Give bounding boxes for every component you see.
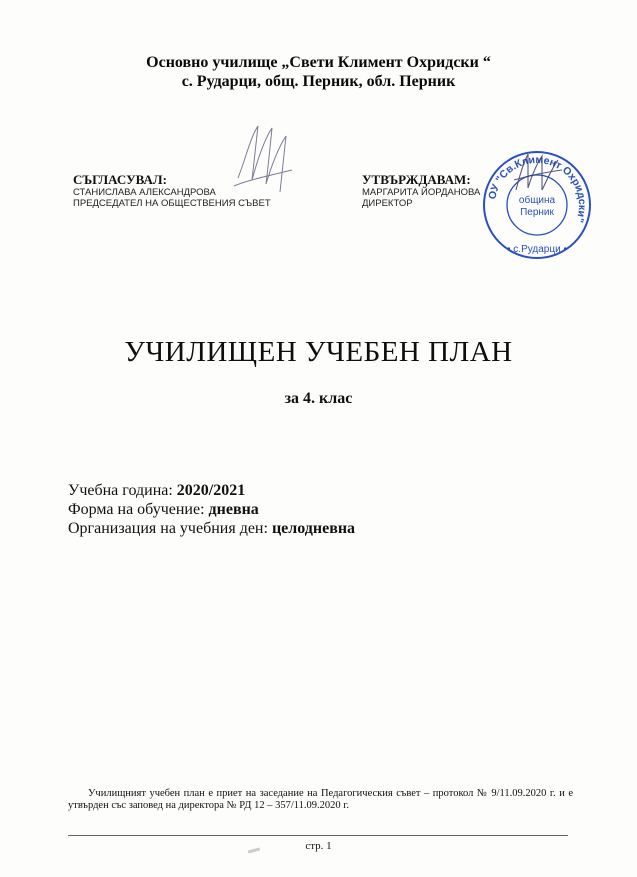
svg-text:Перник: Перник	[520, 207, 554, 218]
document-subtitle: за 4. клас	[284, 390, 353, 407]
agreed-name: СТАНИСЛАВА АЛЕКСАНДРОВА	[73, 187, 216, 198]
signature-approved	[512, 150, 564, 198]
info-school-year	[68, 481, 245, 500]
approved-block	[362, 172, 480, 209]
agreed-title: СЪГЛАСУВАЛ:	[73, 172, 167, 187]
approved-title: УТВЪРЖДАВАМ:	[362, 172, 471, 187]
education-form-label: Форма на обучение:	[68, 501, 209, 518]
school-year-value: 2020/2021	[176, 482, 246, 499]
svg-text:• с.Рударци •: • с.Рударци •	[507, 244, 567, 255]
info-day-organization	[68, 519, 355, 538]
footer-divider	[68, 835, 568, 836]
day-organization-label: Организация на учебния ден:	[68, 520, 272, 537]
svg-text:община: община	[518, 195, 556, 206]
approval-note	[68, 788, 573, 812]
agreed-position: ПРЕДСЕДАТЕЛ НА ОБЩЕСТВЕНИЯ СЪВЕТ	[73, 198, 271, 209]
page-number: стр. 1	[305, 840, 332, 852]
school-address: с. Рударци, общ. Перник, обл. Перник	[181, 73, 456, 90]
approved-name: МАРГАРИТА ЙОРДАНОВА	[362, 187, 481, 198]
education-form-value: дневна	[208, 501, 259, 518]
school-year-label: Учебна година:	[68, 482, 177, 499]
approval-note-text: Училищният учебен план е приет на заседание на Педагогическия съвет – протокол № 9/11.09.2020 г. и е утвърден със заповед на директора № РД 12 – 357/11.09.2020 г.	[68, 788, 573, 811]
info-education-form	[68, 500, 259, 519]
svg-text:ОУ "Св.Климент Охридски": ОУ "Св.Климент Охридски"	[486, 153, 589, 225]
day-organization-value: целодневна	[271, 520, 356, 537]
approved-position: ДИРЕКТОР	[362, 198, 413, 209]
document-title: УЧИЛИЩЕН УЧЕБЕН ПЛАН	[124, 336, 513, 368]
school-name: Основно училище „Свети Климент Охридски “	[146, 54, 491, 71]
agreed-block	[73, 172, 271, 209]
